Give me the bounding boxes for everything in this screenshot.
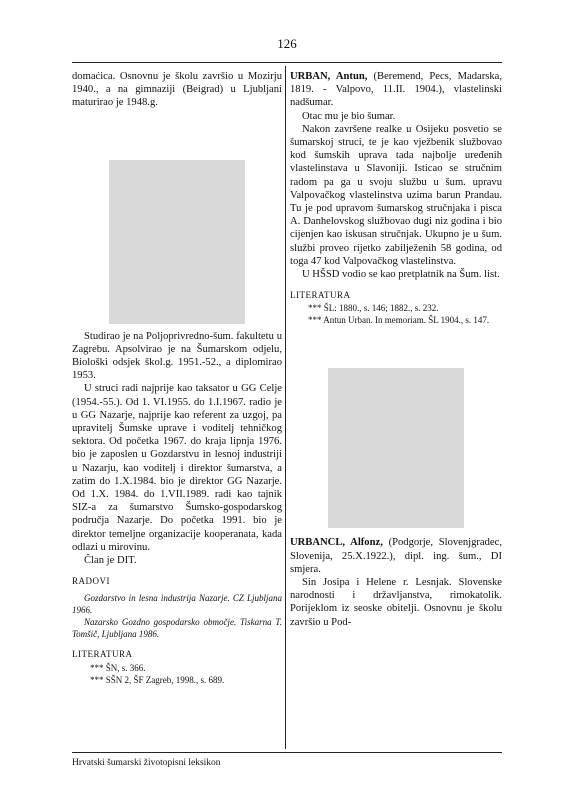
radovi-item: Nazarsko Gozdno gospodarsko območje. Tiskarna T. Tomšič, Ljubljana 1986. [72, 617, 282, 640]
left-column [72, 70, 282, 686]
right-column [290, 70, 502, 629]
literatura-item: *** SŠN 2, ŠF Zagreb, 1998., s. 689. [90, 674, 225, 685]
radovi-heading: RADOVI [72, 576, 110, 587]
radovi-item: Gozdarstvo in lesna industrija Nazarje. CZ Ljubljana 1966. [72, 593, 282, 616]
entry-urbancl-details: (Podgorje, Slovenjgradec, Slovenija, 25.X.1922.), dipl. ing. šum., DI smjera. [290, 537, 502, 575]
entry-urbancl-p1: Sin Josipa i Helene r. Lesnjak. Slovenske narodnosti i državljanstva, rimokatolik. Porijeklom iz seoske obitelji. Osnovnu je školu završio u Pod- [290, 577, 502, 628]
literatura-item: *** Antun Urban. In memoriam. ŠL 1904., s. 147. [308, 315, 490, 326]
literatura-heading: LITERATURA [72, 649, 133, 660]
footer-rule [72, 752, 502, 753]
intro-paragraph: domaćica. Osnovnu je školu završio u Mozirju 1940., a na gimnaziji (Beigrad) u Ljubljani maturirao je 1948.g. [72, 71, 282, 109]
literatura-item: *** ŠL: 1880., s. 146; 1882., s. 232. [308, 303, 439, 314]
career-paragraph: U struci radi najprije kao taksator u GG Celje (1954.-55.). Od 1. VI.1955. do 1.I.1967. radio je u GG Nazarje, najprije kao referent za uzgoj, pa upravitelj Šumske uprave i voditelj tehničkog sektora. Od početka 1967. do kraja lipnja 1976. bio je zaposlen u Gozdarstvu in lesnoj industriji u Nazarju, kao voditelj i direktor šumarstva, a zatim do 1.X.1984. bio je direktor GG Nazarje. Od 1.X. 1984. do 1.VII.1989. radi kao tajnik SIZ-a za šumarstvo Šumsko-gospodarskog područja Nazarje. Do početka 1991. bio je direktor temeljne organizacije kooperanata, kada odlazi u mirovinu. [72, 383, 282, 553]
entry-urban-p1: Otac mu je bio šumar. [302, 110, 396, 122]
entry-urban-p3: U HŠSD vodio se kao pretplatnik na Šum. list. [302, 269, 500, 281]
footer-text: Hrvatski šumarski životopisni leksikon [72, 758, 221, 768]
entry-urbancl-name: URBANCL, Alfonz, [290, 537, 383, 549]
entry-urbancl-header [290, 536, 502, 576]
entry-urban-details: (Beremend, Pecs, Madarska, 1819. - Valpovo, 11.II. 1904.), vlastelinski nadšumar. [290, 71, 502, 109]
page-number: 126 [277, 36, 297, 51]
entry-urban-name: URBAN, Antun, [290, 71, 368, 82]
column-divider [285, 66, 286, 749]
entry-urban-header [290, 70, 502, 110]
entry-urban-p2: Nakon završene realke u Osijeku posvetio se šumarskoj struci, te je kao vježbenik službovao kod šumskih uprava tada najbolje uređenih vlastelinstava u Slavoniji. Isticao se stručnim radom pa ga u svoju službu u šum. upravu Valpovačkog vlastelinstva uzima barun Prandau. Tu je pod upravom šumarskog stručnjaka i pisca A. Danhelovskog službovao dugi niz godina i bio cijenjen kao iskusan stručnjak. Ukupno je u šum. službi proveo rijetko zabilježenih 58 godina, od toga 47 kod Valpovačkog vlastelinstva. [290, 123, 502, 267]
portrait-photo [328, 368, 464, 528]
header-rule [72, 62, 502, 63]
portrait-photo [109, 160, 245, 324]
literatura-item: *** ŠN, s. 366. [90, 662, 146, 673]
membership-paragraph: Član je DIT. [84, 555, 137, 567]
literatura-heading: LITERATURA [290, 290, 351, 301]
study-paragraph: Studirao je na Poljoprivredno-šum. fakultetu u Zagrebu. Apsolvirao je na Šumarskom odjelu, Biološki odsjek škol.g. 1951.-52., a diplomirao 1953. [72, 330, 282, 382]
